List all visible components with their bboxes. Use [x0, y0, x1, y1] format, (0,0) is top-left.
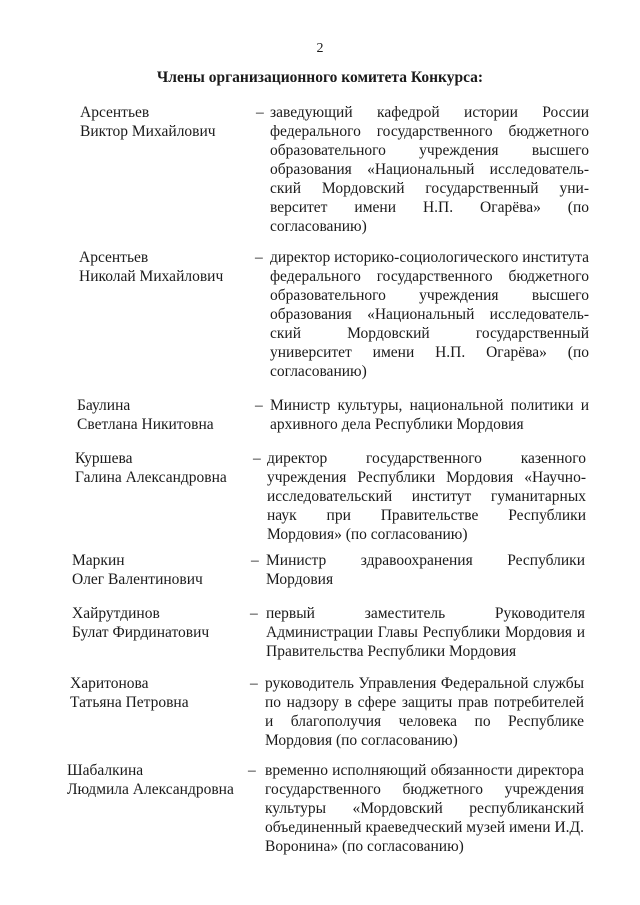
- member-given-name: Светлана Никитовна: [77, 416, 214, 433]
- member-name: [72, 604, 209, 642]
- member-name: [67, 761, 234, 799]
- member-surname: Куршева: [75, 450, 133, 467]
- dash: –: [256, 104, 264, 121]
- member-given-name: Олег Валентинович: [72, 571, 203, 588]
- member-role: временно исполняющий обязанности директора государственного бюджетного учреждения культуры «Мордовский республиканский объединенный краеведческий музей имени И.Д. Воронина» (по согласованию): [265, 762, 584, 855]
- member-role: Министр здравоохранения Республики Мордовия: [266, 552, 585, 588]
- dash: –: [255, 397, 263, 414]
- member-name: [72, 551, 203, 589]
- member-given-name: Людмила Александровна: [67, 781, 234, 798]
- member-role: директор государственного казенного учреждения Республики Мордовия «Научно-исследовательский институт гуманитарных наук при Правительстве Республики Мордовия» (по согласованию): [267, 450, 586, 543]
- dash: –: [255, 249, 263, 266]
- member-surname: Харитонова: [70, 675, 149, 692]
- member-given-name: Галина Александровна: [75, 469, 227, 486]
- member-surname: Арсентьев: [80, 104, 150, 121]
- member-surname: Шабалкина: [67, 762, 144, 779]
- member-role: руководитель Управления Федеральной службы по надзору в сфере защиты прав потребителей и благополучия человека по Республике Мордовия (по согласованию): [265, 675, 584, 749]
- member-surname: Баулина: [77, 397, 131, 414]
- dash: –: [253, 450, 261, 467]
- dash: –: [248, 762, 256, 779]
- member-surname: Хайрутдинов: [72, 605, 160, 622]
- member-name: [79, 248, 223, 286]
- document-title: Члены организационного комитета Конкурса:: [156, 69, 484, 86]
- member-given-name: Виктор Михайлович: [80, 123, 216, 140]
- dash: –: [250, 605, 258, 622]
- member-name: [77, 396, 214, 434]
- member-name: [75, 449, 227, 487]
- dash: –: [251, 552, 259, 569]
- member-role: первый заместитель Руководителя Администрации Главы Республики Мордовия и Правительства Республики Мордовия: [266, 605, 585, 660]
- member-given-name: Булат Фирдинатович: [72, 624, 210, 641]
- member-role: Министр культуры, национальной политики и архивного дела Республики Мордовия: [270, 397, 589, 433]
- member-name: [70, 674, 189, 712]
- member-name: [80, 103, 216, 141]
- member-role: директор историко-социологического института федерального государственного бюджетного образовательного учреждения высшего образования «Национальный исследователь-ский Мордовский государственный университет имени Н.П. Огарёва» (по согласованию): [270, 249, 589, 380]
- member-surname: Маркин: [72, 552, 125, 569]
- member-given-name: Николай Михайлович: [79, 268, 224, 285]
- member-surname: Арсентьев: [79, 249, 149, 266]
- page-number: 2: [316, 41, 324, 56]
- member-role: заведующий кафедрой истории России федерального государственного бюджетного образовательного учреждения высшего образования «Национальный исследователь-ский Мордовский государственный уни-верситет имени Н.П. Огарёва» (по согласованию): [270, 104, 589, 235]
- dash: –: [250, 675, 258, 692]
- member-given-name: Татьяна Петровна: [70, 694, 189, 711]
